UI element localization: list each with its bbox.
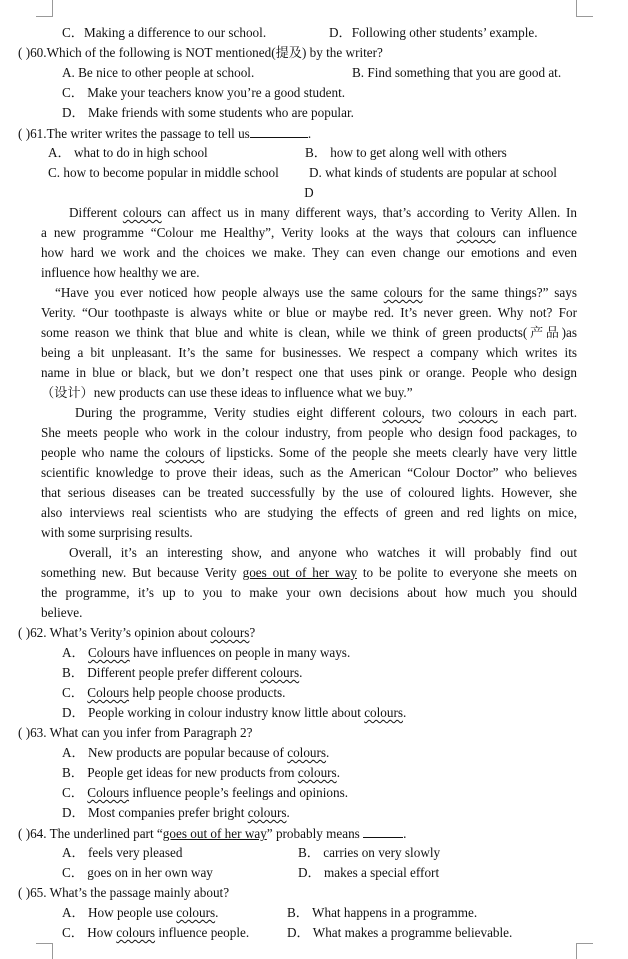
q61-option-b: B． how to get along well with others xyxy=(305,145,507,160)
answer-blank xyxy=(250,123,308,138)
q63-option-b: B． People get ideas for new products from colours. xyxy=(62,765,340,780)
q62-stem: ( )62. What’s Verity’s opinion about colours? xyxy=(18,625,256,640)
q61-option-c: C. how to become popular in middle school xyxy=(48,165,279,180)
passage-p3-line-2: She meets people who work in the colour industry, from people who design food packages, to xyxy=(41,425,577,440)
passage-p3-line-7: with some surprising results. xyxy=(41,525,193,540)
passage-p1-line-1: Different colours can affect us in many different ways, that’s according to Verity Allen. In xyxy=(69,205,577,220)
q65-stem: ( )65. What’s the passage mainly about? xyxy=(18,885,230,900)
q61-stem-row: ( )61.The writer writes the passage to tell us . xyxy=(18,123,311,143)
passage-p3-line-5: that serious diseases can be treated successfully by the use of coloured lights. However, she xyxy=(41,485,577,500)
passage-p4-line-4: believe. xyxy=(41,605,83,620)
q60-option-c: C． Make your teachers know you’re a good student. xyxy=(62,85,346,100)
q59-option-d: D．Following other students’ example. xyxy=(329,25,538,40)
q62-option-d: D． People working in colour industry know little about colours. xyxy=(62,705,407,720)
q61-option-a: A． what to do in high school xyxy=(48,145,208,160)
passage-p3-line-3: people who name the colours of lipsticks. Some of the people she meets clearly have very little xyxy=(41,445,577,460)
q64-option-b: B． carries on very slowly xyxy=(298,845,441,860)
q63-option-a: A． New products are popular because of colours. xyxy=(62,745,330,760)
q62-option-b: B． Different people prefer different colours. xyxy=(62,665,303,680)
passage-p3-line-6: also interviews real scientists who are studying the effects of green and red lights on mice, xyxy=(41,505,577,520)
passage-p4-line-2: something new. But because Verity goes out of her way to be polite to everyone she meets on xyxy=(41,565,577,580)
passage-p1-line-4: influence how healthy we are. xyxy=(41,265,200,280)
passage-p1-line-2: a new programme “Colour me Healthy”, Verity looks at the ways that colours can influence xyxy=(41,225,577,240)
passage-p2-line-4: being a bit unpleasant. It’s the same for businesses. We respect a company which writes its xyxy=(41,345,577,360)
passage-p1-line-3: how hard we work and the choices we make. They can even change our emotions and even xyxy=(41,245,577,260)
q60-option-b: B. Find something that you are good at. xyxy=(352,65,562,80)
q64-option-d: D． makes a special effort xyxy=(298,865,440,880)
q63-option-c: C． Colours influence people’s feelings and opinions. xyxy=(62,785,349,800)
passage-p3-line-4: scientific knowledge to prove their ideas, such as the American “Colour Doctor” who believes xyxy=(41,465,577,480)
q63-option-d: D． Most companies prefer bright colours. xyxy=(62,805,290,820)
passage-p2-line-2: Verity. “Our toothpaste is always white or blue or maybe red. It’s never green. Why not? For xyxy=(41,305,577,320)
passage-p4-line-1: Overall, it’s an interesting show, and anyone who watches it will probably find out xyxy=(69,545,577,560)
q65-option-a: A． How people use colours. xyxy=(62,905,219,920)
q64-option-a: A． feels very pleased xyxy=(62,845,183,860)
passage-p2-line-6: （设计）new products can use these ideas to influence what we buy.” xyxy=(41,385,413,400)
q61-option-d: D. what kinds of students are popular at school xyxy=(309,165,557,180)
passage-p4-line-3: the programme, it’s up to you to make your own decisions about how much you should xyxy=(41,585,577,600)
q64-option-c: C． goes on in her own way xyxy=(62,865,213,880)
answer-blank xyxy=(363,823,403,838)
q60-option-d: D． Make friends with some students who are popular. xyxy=(62,105,354,120)
section-letter: D xyxy=(304,185,314,200)
q62-option-c: C． Colours help people choose products. xyxy=(62,685,286,700)
q60-stem: ( )60.Which of the following is NOT mentioned(提及) by the writer? xyxy=(18,45,383,60)
q61-stem: ( )61.The writer writes the passage to tell us xyxy=(18,126,250,141)
q65-option-b: B． What happens in a programme. xyxy=(287,905,478,920)
passage-p3-line-1: During the programme, Verity studies eight different colours, two colours in each part. xyxy=(75,405,578,420)
passage-p2-line-3: some reason we think that blue and white is clean, while we think of green products(产品)as xyxy=(41,325,577,340)
passage-p2-line-1: “Have you ever noticed how people always use the same colours for the same things?” says xyxy=(55,285,578,300)
q65-option-d: D． What makes a programme believable. xyxy=(287,925,513,940)
q63-stem: ( )63. What can you infer from Paragraph 2? xyxy=(18,725,253,740)
q65-option-c: C． How colours influence people. xyxy=(62,925,250,940)
q60-option-a: A. Be nice to other people at school. xyxy=(62,65,255,80)
q59-option-c: C．Making a difference to our school. xyxy=(62,25,267,40)
q64-stem: ( )64. The underlined part “goes out of her way” probably means xyxy=(18,826,360,841)
q62-option-a: A． Colours have influences on people in many ways. xyxy=(62,645,351,660)
q64-stem-row: ( )64. The underlined part “goes out of her way” probably means . xyxy=(18,823,406,843)
passage-p2-line-5: name in blue or black, but we don’t respect one that uses pink or orange. People who design xyxy=(41,365,577,380)
